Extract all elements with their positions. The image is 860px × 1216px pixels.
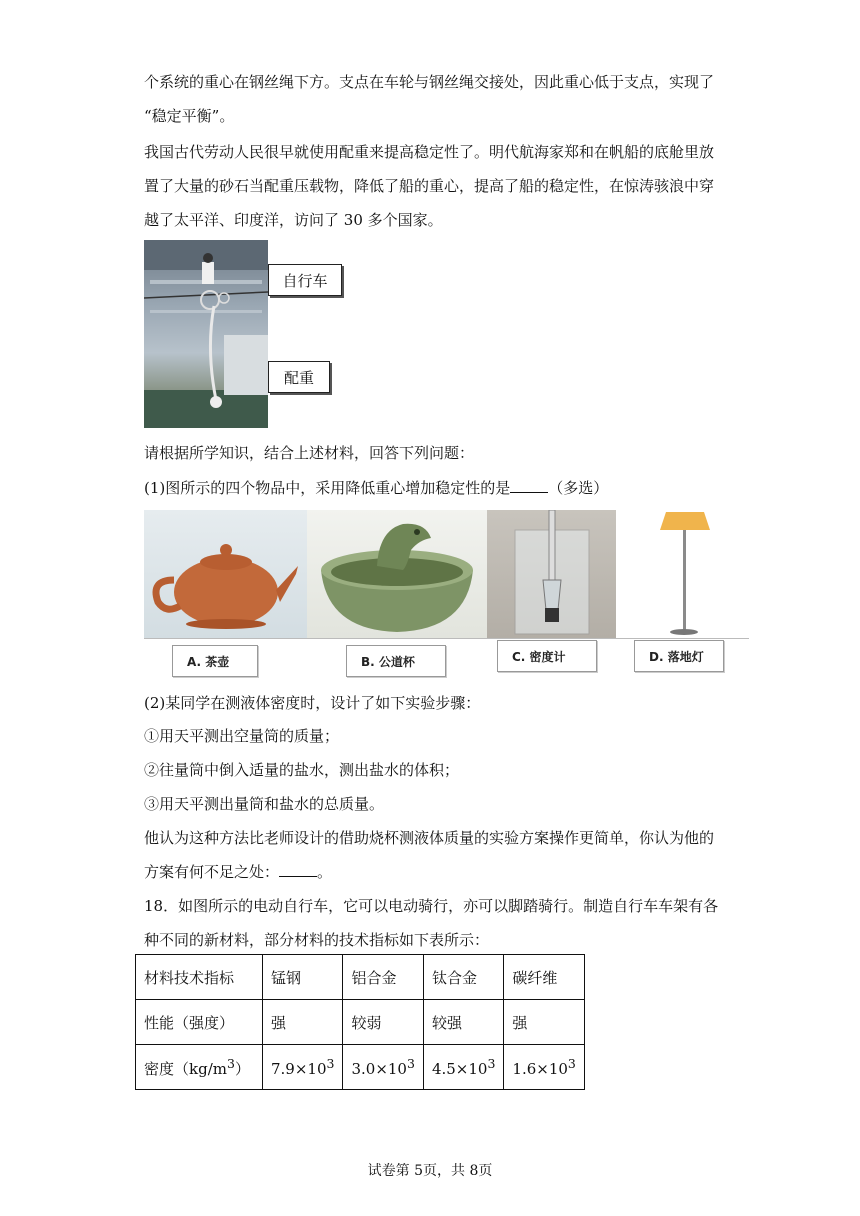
table-cell: 钛合金	[423, 955, 503, 1000]
step-3: ③用天平测出量筒和盐水的总质量。	[144, 795, 385, 813]
table-cell: 较强	[423, 1000, 503, 1045]
question-18-line: 种不同的新材料，部分材料的技术指标如下表所示：	[144, 931, 490, 949]
image-divider	[144, 638, 749, 639]
superscript: 3	[406, 1056, 415, 1071]
superscript: 3	[487, 1056, 496, 1071]
hydrometer-image	[487, 510, 616, 638]
page-footer: 试卷第 5页，共 8页	[367, 1163, 493, 1179]
table-cell	[136, 1045, 263, 1090]
paragraph-line: “稳定平衡”。	[144, 107, 235, 125]
table-cell	[343, 1045, 423, 1090]
paragraph-line: 我国古代劳动人民很早就使用配重来提高稳定性了。明代航海家郑和在帆船的底舱里放	[144, 143, 715, 161]
answer-blank	[279, 862, 317, 877]
step-2: ②往量筒中倒入适量的盐水，测出盐水的体积；	[144, 761, 460, 779]
table-cell: 较弱	[343, 1000, 423, 1045]
table-cell: 锰钢	[263, 955, 343, 1000]
density-value: 7.9×10	[271, 1060, 327, 1078]
density-value: 1.6×10	[512, 1060, 568, 1078]
paragraph-line: 置了大量的砂石当配重压载物，降低了船的重心，提高了船的稳定性，在惊涛骇浪中穿	[144, 177, 715, 195]
option-c-caption: C. 密度计	[497, 640, 597, 672]
option-a-caption: A. 茶壶	[172, 645, 258, 677]
table-row	[136, 1045, 585, 1090]
density-value: 4.5×10	[431, 1060, 488, 1078]
superscript: 3	[567, 1056, 576, 1071]
callout-counterweight: 配重	[268, 361, 330, 393]
question-2-intro: (2)某同学在测液体密度时，设计了如下实验步骤：	[144, 694, 481, 712]
materials-table	[135, 954, 585, 1090]
table-cell: 材料技术指标	[136, 955, 263, 1000]
density-value: 3.0×10	[351, 1060, 407, 1078]
question-2-ask-text: 方案有何不足之处：	[144, 863, 280, 881]
question-18-line: 18．如图所示的电动自行车，它可以电动骑行，亦可以脚踏骑行。制造自行车车架有各	[144, 897, 719, 915]
density-label: 密度（kg/m	[144, 1059, 227, 1078]
question-2-ask-end: 。	[317, 863, 333, 881]
answer-blank	[510, 478, 548, 493]
teapot-image	[144, 510, 307, 638]
question-1	[144, 478, 608, 498]
floor-lamp-image	[616, 510, 749, 638]
step-1: ①用天平测出空量筒的质量；	[144, 727, 340, 745]
callout-bicycle: 自行车	[268, 264, 342, 296]
question-2-comment: 他认为这种方法比老师设计的借助烧杯测液体质量的实验方案操作更简单，你认为他的	[144, 829, 715, 847]
option-b-caption: B. 公道杯	[346, 645, 446, 677]
table-cell	[504, 1045, 584, 1090]
table-cell	[423, 1045, 503, 1090]
question-2-ask	[144, 862, 332, 882]
instruction-text: 请根据所学知识，结合上述材料，回答下列问题：	[144, 444, 475, 462]
paragraph-line: 越了太平洋、印度洋，访问了 30 多个国家。	[144, 211, 443, 229]
option-d-caption: D. 落地灯	[634, 640, 724, 672]
fair-cup-image	[307, 510, 487, 638]
table-cell: 性能（强度）	[136, 1000, 263, 1045]
superscript: 3	[226, 1055, 235, 1071]
table-cell	[263, 1045, 343, 1090]
table-cell: 强	[263, 1000, 343, 1045]
table-cell: 铝合金	[343, 955, 423, 1000]
table-cell: 碳纤维	[504, 955, 584, 1000]
density-label-end: ）	[234, 1059, 250, 1078]
table-row	[136, 1000, 585, 1045]
question-1-text: (1)图所示的四个物品中，采用降低重心增加稳定性的是	[144, 479, 511, 497]
paragraph-line: 个系统的重心在钢丝绳下方。支点在车轮与钢丝绳交接处，因此重心低于支点，实现了	[144, 73, 715, 91]
table-cell: 强	[504, 1000, 584, 1045]
superscript: 3	[326, 1056, 335, 1071]
question-1-note: （多选）	[548, 479, 609, 497]
high-wire-bicycle-photo	[144, 240, 268, 428]
table-row	[136, 955, 585, 1000]
